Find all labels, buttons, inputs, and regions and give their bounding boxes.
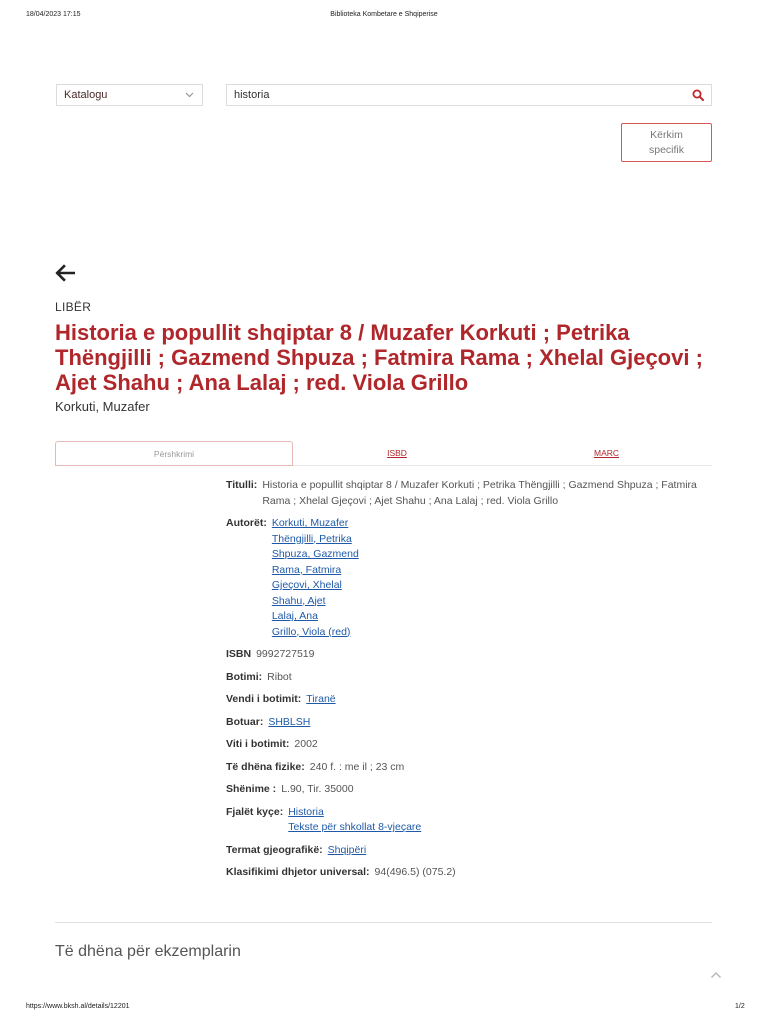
geographic-term-link[interactable]: Shqipëri: [327, 843, 367, 856]
record-main-author: Korkuti, Muzafer: [55, 399, 150, 414]
field-title: [226, 478, 712, 509]
tab-description[interactable]: Përshkrimi: [55, 441, 293, 466]
author-link[interactable]: Korkuti, Muzafer: [271, 517, 349, 529]
field-label: Titulli:: [226, 479, 258, 491]
field-value: [328, 843, 712, 859]
field-year: [226, 737, 712, 753]
field-publisher: [226, 715, 712, 731]
field-value: L.90, Tir. 35000: [281, 783, 354, 795]
field-udc: [226, 865, 712, 881]
tab-marc-link[interactable]: MARC: [593, 448, 620, 458]
chevron-up-icon[interactable]: [710, 971, 722, 979]
advanced-search-button[interactable]: Kërkim specifik: [621, 123, 712, 162]
keyword-links: [288, 805, 712, 836]
field-value: 240 f. : me il ; 23 cm: [309, 760, 405, 773]
publisher-link[interactable]: SHBLSH: [268, 715, 311, 728]
field-label: Klasifikimi dhjetor universal:: [226, 866, 370, 878]
field-label: Autorët:: [226, 517, 267, 529]
section-divider: [55, 922, 712, 923]
field-label: Fjalët kyçe:: [226, 805, 284, 818]
field-isbn: [226, 647, 712, 663]
print-site-title: Biblioteka Kombetare e Shqiperise: [330, 11, 438, 18]
record-type: LIBËR: [55, 300, 92, 314]
field-label: ISBN: [226, 648, 252, 660]
print-page-number: 1/2: [735, 1003, 745, 1010]
search-icon[interactable]: [692, 89, 704, 101]
field-value: [268, 715, 712, 731]
field-value: 9992727519: [256, 648, 315, 660]
keyword-link[interactable]: Tekste për shkollat 8-vjeçare: [288, 821, 422, 833]
field-geographic-terms: [226, 843, 712, 859]
place-link[interactable]: Tiranë: [306, 693, 336, 705]
scope-select-value: Katalogu: [64, 89, 108, 101]
field-value: Historia e popullit shqiptar 8 / Muzafer Korkuti ; Petrika Thëngjilli ; Gazmend Shpuza ; Fatmira Rama ; Xhelal Gjeçovi ; Ajet Shahu ; Ana Lalaj ; red. Viola Grillo: [262, 479, 697, 507]
copies-heading[interactable]: Të dhëna për ekzemplarin: [55, 943, 241, 960]
field-value: Ribot: [267, 670, 292, 683]
author-link[interactable]: Grillo, Viola (red): [271, 625, 351, 638]
back-arrow-icon[interactable]: [54, 264, 75, 282]
print-url: https://www.bksh.al/details/12201: [26, 1003, 130, 1010]
chevron-down-icon: [185, 92, 194, 98]
field-value: 2002: [294, 738, 318, 750]
field-edition: [226, 670, 712, 686]
field-label: Vendi i botimit:: [226, 693, 302, 705]
field-value: [306, 692, 712, 708]
search-query: historia: [234, 89, 270, 101]
author-link[interactable]: Lalaj, Ana: [271, 610, 318, 622]
record-details: [226, 478, 712, 888]
field-label: Termat gjeografikë:: [226, 843, 323, 856]
field-authors: [226, 516, 712, 640]
search-input[interactable]: [226, 84, 712, 106]
keyword-link[interactable]: Historia: [288, 805, 324, 818]
field-label: Viti i botimit:: [226, 738, 290, 750]
field-keywords: [226, 805, 712, 836]
author-link[interactable]: Shpuza, Gazmend: [271, 548, 359, 560]
field-place: [226, 692, 712, 708]
author-link[interactable]: Thëngjilli, Petrika: [271, 532, 352, 545]
print-datetime: 18/04/2023 17:15: [26, 11, 81, 18]
record-title: Historia e popullit shqiptar 8 / Muzafer Korkuti ; Petrika Thëngjilli ; Gazmend Shpuza ; Fatmira Rama ; Xhelal Gjeçovi ; Ajet Shahu ; Ana Lalaj ; red. Viola Grillo: [55, 320, 703, 395]
author-link[interactable]: Gjeçovi, Xhelal: [271, 579, 342, 591]
catalog-scope-select[interactable]: [56, 84, 203, 106]
author-link[interactable]: Rama, Fatmira: [271, 563, 342, 576]
field-label: Botuar:: [226, 715, 264, 728]
field-label: Botimi:: [226, 670, 263, 683]
field-notes: [226, 782, 712, 798]
author-links: [272, 516, 712, 640]
record-tabs: [55, 441, 712, 466]
tab-marc[interactable]: [501, 441, 712, 466]
tab-isbd[interactable]: [293, 441, 501, 466]
field-label: Shënime :: [226, 783, 277, 795]
tab-isbd-link[interactable]: ISBD: [387, 448, 407, 458]
field-value: 94(496.5) (075.2): [374, 866, 456, 878]
author-link[interactable]: Shahu, Ajet: [271, 594, 326, 607]
field-label: Të dhëna fizike:: [226, 760, 305, 773]
field-physical: [226, 760, 712, 776]
